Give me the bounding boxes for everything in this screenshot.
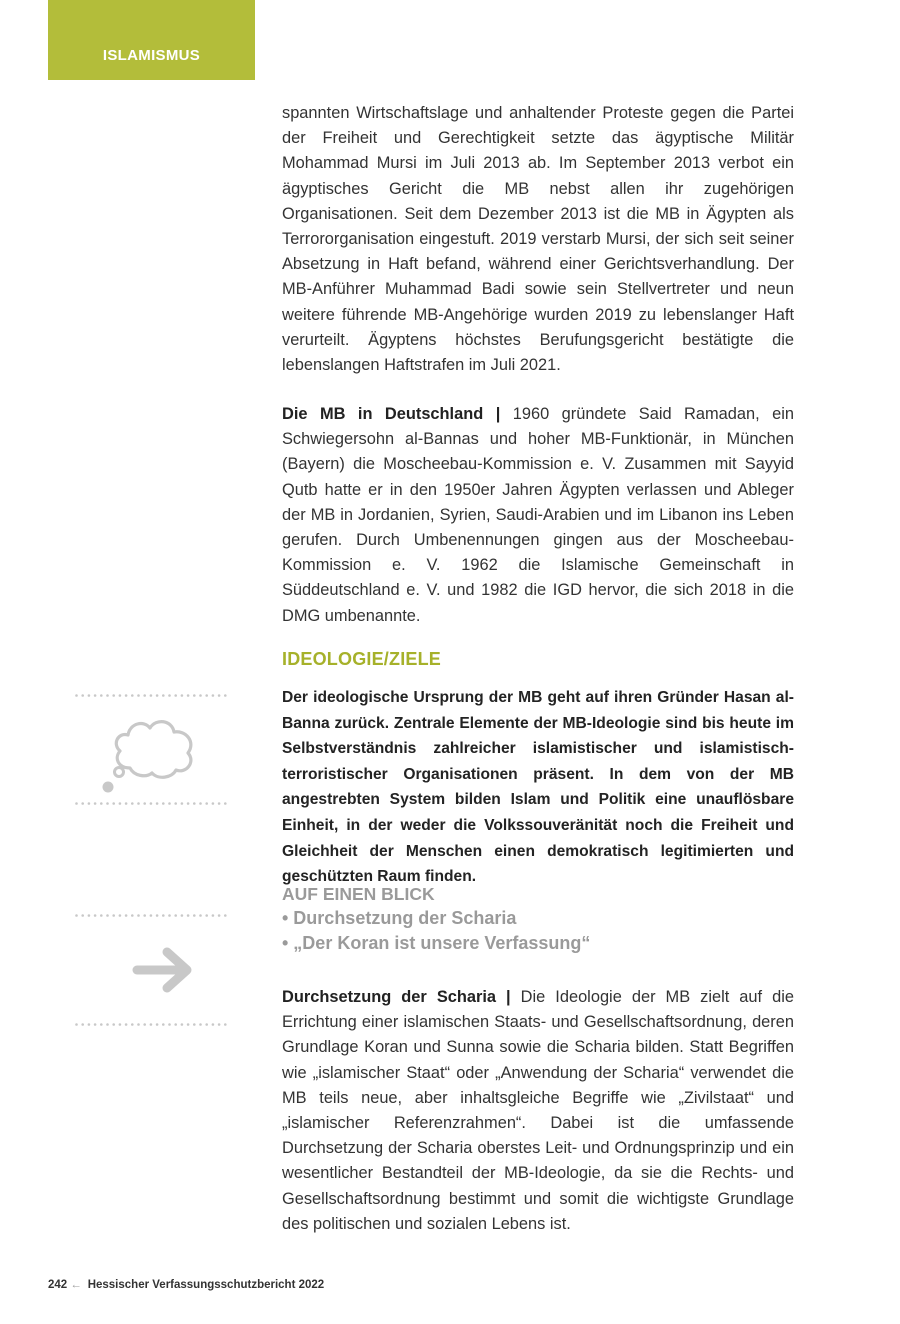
paragraph-text: Die Ideologie der MB zielt auf die Errichtung einer islamischen Staats- und Gesellschaftsordnung, deren Grundlage Koran und Sunna sowie die Scharia bilden. Statt Begriffen wie „islamischer Staat“ oder „Anwendung der Scharia“ verwendet die MB teils neue, aber inhaltsgleiche Begriffe wie „Zivilstaat“ und „islamischer Referenzrahmen“. Dabei ist die umfassende Durchsetzung der Scharia oberstes Leit- und Ordnungsprinzip und ein wesentlicher Bestandteil der MB-Ideologie, da sie die Rechts- und Gesellschaftsordnung bestimmt und somit die wichtigste Grundlage des politischen und sozialen Lebens ist. [282,988,794,1233]
paragraph-mursi [282,101,794,378]
report-title: Hessischer Verfassungsschutzbericht 2022 [87,1279,325,1291]
arrow-right-icon [131,945,195,995]
at-a-glance-item: • „Der Koran ist unsere Verfassung“ [282,933,591,953]
page-number: 242 [48,1279,68,1291]
paragraph-text: 1960 gründete Said Ramadan, ein Schwiegersohn al-Bannas und hoher MB-Funktionär, in München (Bayern) die Moscheebau-Kommission e. V. Zusammen mit Sayyid Qutb hatte er in den 1950er Jahren Ägypten verlassen und Ableger der MB in Jordanien, Syrien, Saudi-Arabien und im Libanon ins Leben gerufen. Durch Umbenennungen gingen aus der Moscheebau-Kommission e. V. 1962 die Islamische Gemeinschaft in Süddeutschland e. V. und 1982 die IGD hervor, die sich 2018 in die DMG umbenannte. [282,405,794,625]
section-tab-label: ISLAMISMUS [102,47,201,64]
dotted-divider [75,802,230,805]
at-a-glance-title: AUF EINEN BLICK [282,884,435,904]
dotted-divider [75,694,230,697]
paragraph-scharia [282,985,794,1237]
dotted-divider [75,914,230,917]
at-a-glance-item: • Durchsetzung der Scharia [282,908,517,928]
summary-text: Der ideologische Ursprung der MB geht auf ihren Gründer Hasan al-Banna zurück. Zentrale Elemente der MB-Ideologie sind bis heute im Selbstverständnis zahlreicher islamistischer und islamistisch-terroristischer Organisationen präsent. In dem von der MB angestrebten System bilden Islam und Politik eine unauflösbare Einheit, in der weder die Volkssouveränität noch die Freiheit und Gleichheit der Menschen einen demokratisch legitimierten und geschützten Raum finden. [282,689,794,886]
thought-bubble-icon [100,708,200,796]
arrow-left-icon: ← [70,1279,82,1291]
section-heading: IDEOLOGIE/ZIELE [282,649,442,669]
page-footer [48,1279,324,1291]
dotted-divider [75,1023,230,1026]
paragraph-text: spannten Wirtschaftslage und anhaltender Proteste gegen die Partei der Freiheit und Gerechtigkeit setzte das ägyptische Militär Mohammad Mursi im Juli 2013 ab. Im September 2013 verbot ein ägyptisches Gericht die MB nebst allen ihr zugehörigen Organisationen. Seit dem Dezember 2013 ist die MB in Ägypten als Terrororganisation eingestuft. 2019 verstarb Mursi, der sich seit seiner Absetzung in Haft befand, während einer Gerichtsverhandlung. Der MB-Anführer Muhammad Badi sowie sein Stellvertreter und neun weitere führende MB-Angehörige wurden 2019 zu lebenslanger Haft verurteilt. Ägyptens höchstes Berufungsgericht bestätigte die lebenslangen Haftstrafen im Juli 2021. [282,104,794,375]
paragraph-mb-germany [282,402,794,629]
paragraph-lead: Durchsetzung der Scharia | [282,988,511,1006]
ideology-summary [282,685,794,890]
section-tab [48,0,255,80]
paragraph-lead: Die MB in Deutschland | [282,405,501,423]
